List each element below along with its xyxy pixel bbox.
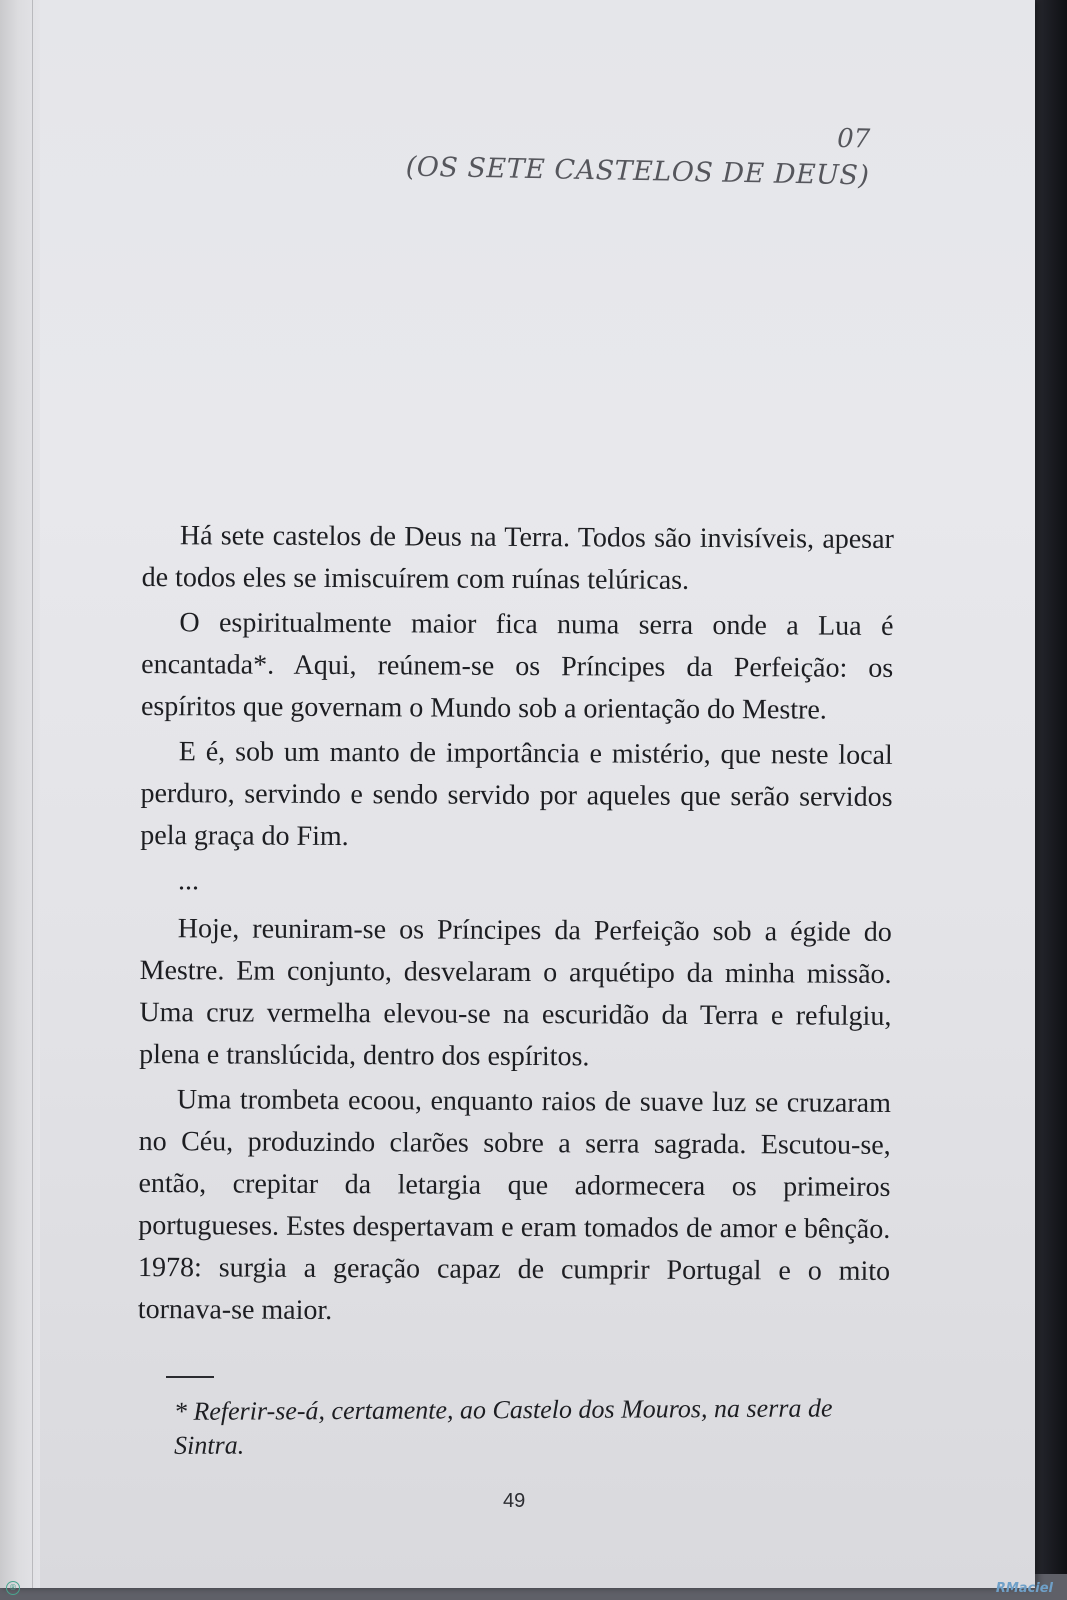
watermark-icon: ®: [6, 1581, 20, 1595]
chapter-title: (OS SETE CASTELOS DE DEUS): [405, 151, 870, 192]
footnote-rule: [166, 1376, 214, 1378]
paragraph: O espiritualmente maior fica numa serra onde a Lua é encantada*. Aqui, reúnem-se os Príncipes da Perfeição: os espíritos que governam o Mundo sob a orientação do Mestre.: [140, 607, 894, 726]
paragraph: Hoje, reuniram-se os Príncipes da Perfeição sob a égide do Mestre. Em conjunto, desvelaram o arquétipo da minha missão. Uma cruz vermelha elevou-se na escuridão da Terra e refulgiu, plena e translúcida, dentro dos espíritos.: [139, 913, 892, 1073]
body-text: [138, 515, 894, 1338]
paragraph: Uma trombeta ecoou, enquanto raios de suave luz se cruzaram no Céu, produzindo clarões sobre a serra sagrada. Escutou-se, então, crepitar da letargia que adormecera os primeiros portugueses. Estes despertavam e eram tomados de amor e bênção. 1978: surgia a geração capaz de cumprir Portugal e o mito tornava-se maior.: [137, 1084, 892, 1327]
section-break: ...: [178, 865, 200, 897]
chapter-header: [405, 114, 870, 197]
paragraph: E é, sob um manto de importância e mistério, que neste local perduro, servindo e sendo servido por aqueles que serão servidos pela graça do Fim.: [140, 736, 893, 853]
paragraph: Há sete castelos de Deus na Terra. Todos são invisíveis, apesar de todos eles se imiscuírem com ruínas telúricas.: [141, 520, 894, 596]
page-gutter: [0, 0, 40, 1588]
footnote: * Referir-se-á, certamente, ao Castelo dos Mouros, na serra de Sintra.: [173, 1393, 833, 1460]
watermark: RMaciel: [995, 1581, 1053, 1596]
chapter-number: 07: [836, 123, 871, 155]
spine-line: [32, 0, 33, 1588]
page-number: 49: [503, 1490, 526, 1512]
